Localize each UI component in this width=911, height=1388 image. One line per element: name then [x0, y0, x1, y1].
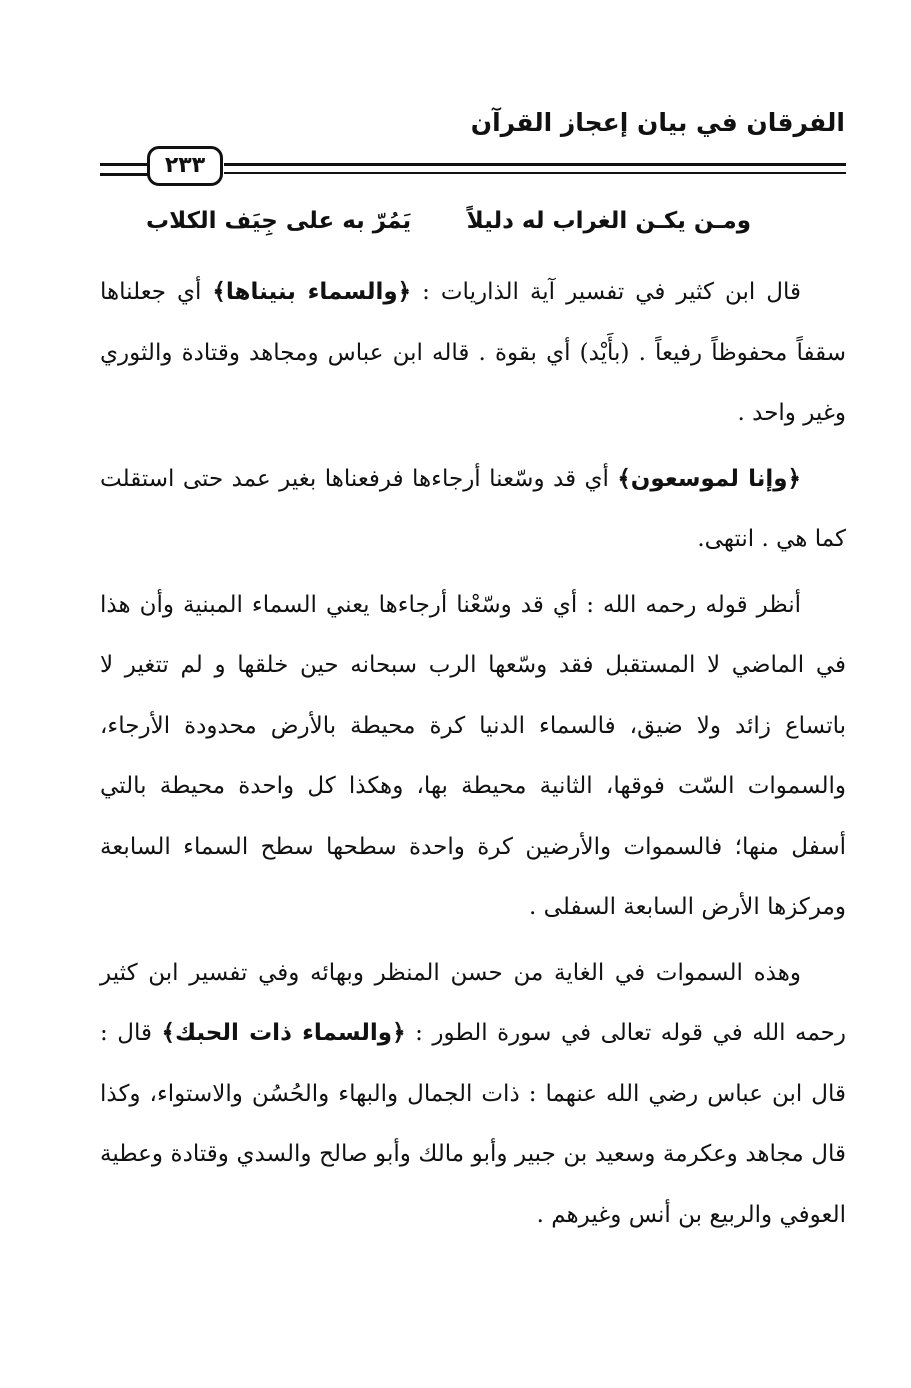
paragraph-text: أي جعلناها سقفاً محفوظاً رفيعاً . (بأَيْد) أي بقوة . قاله ابن عباس ومجاهد وقتادة والثوري وغير واحد .: [100, 279, 846, 426]
body-text: [100, 262, 846, 1245]
paragraph-ibn-kathir-dhariyat: [100, 262, 846, 444]
paragraph-tur: [100, 943, 846, 1246]
paragraph-text: أي قد وسّعنا أرجاءها فرفعناها بغير عمد حتى استقلت كما هي . انتهى.: [100, 465, 846, 552]
header-rule-left-bottom: [100, 173, 148, 176]
verse-second-hemistich: يَمُرّ به على جِيَف الكلاب: [146, 208, 412, 234]
paragraph-text: قال : قال ابن عباس رضي الله عنهما : ذات الجمال والبهاء والحُسُن والاستواء، وكذا قال مجاهد وعكرمة وسعيد بن جبير وأبو مالك وأبو صالح والسدي وقتادة وعطية العوفي والربيع بن أنس وغيرهم .: [100, 1020, 846, 1228]
verse-first-hemistich: ومـن يكـن الغراب له دليلاً: [466, 208, 751, 234]
header-rule-right-bottom: [224, 172, 846, 174]
paragraph-commentary: أنظر قوله رحمه الله : أي قد وسّعْنا أرجاءها يعني السماء المبنية وأن هذا في الماضي لا المستقبل فقد وسّعها الرب سبحانه حين خلقها و لم تتغير لا باتساع زائد ولا ضيق، فالسماء الدنيا كرة محيطة بالأرض محدودة الأرجاء، والسموات السّت فوقها، الثانية محيطة بها، وهكذا كل واحدة محيطة بالتي أسفل منها؛ فالسموات والأرضين كرة واحدة سطحها سطح السماء السابعة ومركزها الأرض السابعة السفلى .: [100, 591, 846, 920]
header-rule-right-top: [224, 163, 846, 166]
paragraph-musiun: [100, 449, 846, 570]
paragraph-text: قال ابن كثير في تفسير آية الذاريات :: [411, 279, 801, 305]
header-rule-left-top: [100, 163, 148, 166]
paragraph-text: وهذه السموات في الغاية من حسن المنظر وبهائه وفي تفسير ابن كثير رحمه الله في قوله تعالى في سورة الطور :: [100, 959, 847, 1046]
page-number-box: ٢٣٣: [147, 146, 223, 186]
quran-quote: ﴿والسماء بنيناها﴾: [212, 279, 412, 305]
running-head-title: الفرقان في بيان إعجاز القرآن: [470, 108, 845, 137]
quran-quote: ﴿وإنا لموسعون﴾: [617, 465, 801, 492]
quran-quote: ﴿والسماء ذات الحبك﴾: [161, 1020, 406, 1046]
